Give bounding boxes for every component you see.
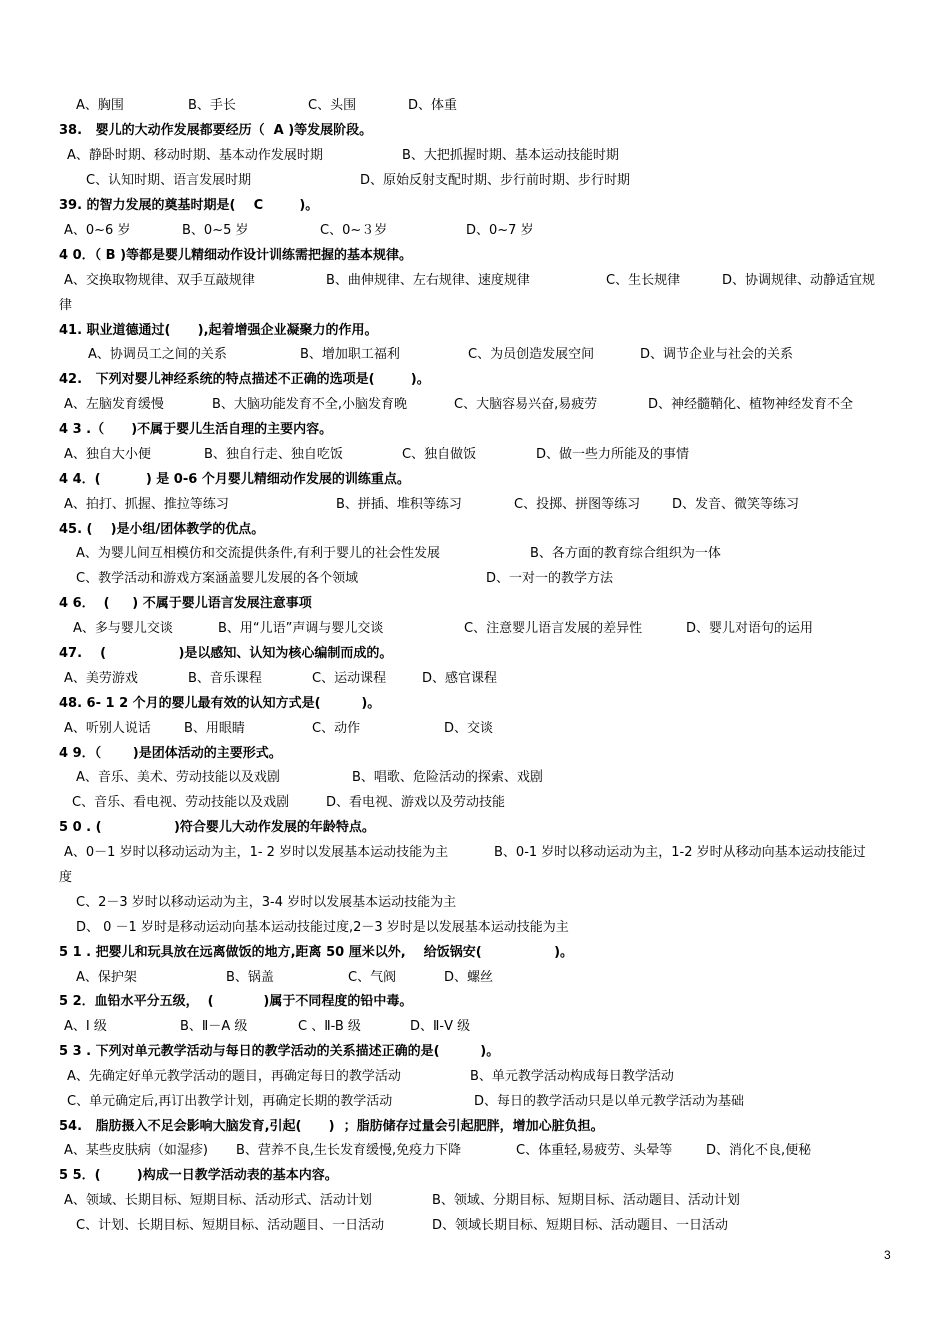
- option-text: A、交换取物规律、双手互敲规律: [64, 273, 255, 288]
- option-text: A、为婴儿间互相模仿和交流提供条件,有利于婴儿的社会性发展: [76, 546, 441, 561]
- option-text: A、听别人说话: [64, 721, 151, 736]
- option-text: C、为员创造发展空间: [468, 347, 595, 362]
- option-text: A、拍打、抓握、推拉等练习: [64, 497, 229, 512]
- question-text: 47. ( )是以感知、认知为核心编制而成的。: [59, 646, 393, 661]
- question-text: 4 9．（ )是团体活动的主要形式。: [59, 746, 282, 761]
- question-text: 42. 下列对婴儿神经系统的特点描述不正确的选项是( )。: [59, 372, 430, 387]
- option-text: A、0－1 岁时以移动运动为主，1- 2 岁时以发展基本运动技能为主: [64, 845, 449, 860]
- option-text: B、拼插、堆积等练习: [336, 497, 462, 512]
- option-text: D、感官课程: [422, 671, 498, 686]
- option-text: B、单元教学活动构成每日教学活动: [470, 1069, 674, 1084]
- option-text: C、运动课程: [312, 671, 387, 686]
- option-text: D、螺丝: [444, 970, 494, 985]
- option-text: A、美劳游戏: [64, 671, 138, 686]
- option-text: C 、Ⅱ-B 级: [298, 1019, 361, 1034]
- option-text: A、先确定好单元教学活动的题目，再确定每日的教学活动: [67, 1069, 401, 1084]
- option-text: B、音乐课程: [188, 671, 262, 686]
- option-text: A、领域、长期目标、短期目标、活动形式、活动计划: [64, 1193, 372, 1208]
- option-text: D、协调规律、动静适宜规: [722, 273, 876, 288]
- option-text: A、某些皮肤病（如湿疹): [64, 1143, 208, 1158]
- option-text: C、注意婴儿语言发展的差异性: [464, 621, 643, 636]
- question-text: 5 2．血铅水平分五级， ( )属于不同程度的铅中毒。: [59, 994, 413, 1009]
- question-text: 5 0 . ( )符合婴儿大动作发展的年龄特点。: [59, 820, 375, 835]
- option-text: A、左脑发育缓慢: [64, 397, 164, 412]
- option-text: D、婴儿对语句的运用: [686, 621, 814, 636]
- option-text: C、0~３岁: [320, 223, 388, 238]
- option-text: C、体重轻,易疲劳、头晕等: [516, 1143, 673, 1158]
- option-text: D、做一些力所能及的事情: [536, 447, 690, 462]
- option-text: B、唱歌、危险活动的探索、戏剧: [352, 770, 543, 785]
- option-text: B、领域、分期目标、短期目标、活动题目、活动计划: [432, 1193, 740, 1208]
- option-text: A、I 级: [64, 1019, 107, 1034]
- question-text: 41. 职业道德通过( ),起着增强企业凝聚力的作用。: [59, 323, 378, 338]
- option-text: A、音乐、美术、劳动技能以及戏剧: [76, 770, 280, 785]
- question-text: 54. 脂肪摄入不足会影响大脑发育,引起( ) ；脂肪储存过量会引起肥胖，增加心脏负担。: [59, 1119, 604, 1134]
- option-text: D、交谈: [444, 721, 494, 736]
- question-text: 4 3 .（ )不属于婴儿生活自理的主要内容。: [59, 422, 333, 437]
- option-text: D、领域长期目标、短期目标、活动题目、一日活动: [432, 1218, 729, 1233]
- page-number: 3: [884, 1248, 891, 1262]
- option-text: C、认知时期、语言发展时期: [86, 173, 252, 188]
- option-text: B、曲伸规律、左右规律、速度规律: [326, 273, 530, 288]
- option-text: C、动作: [312, 721, 361, 736]
- option-text: C、音乐、看电视、劳动技能以及戏剧: [72, 795, 290, 810]
- option-text: B、锅盖: [226, 970, 274, 985]
- option-text: C、大脑容易兴奋,易疲劳: [454, 397, 598, 412]
- option-text: A、独自大小便: [64, 447, 151, 462]
- option-text: B、独自行走、独自吃饭: [204, 447, 343, 462]
- option-text: D、一对一的教学方法: [486, 571, 614, 586]
- option-text: D、神经髓鞘化、植物神经发育不全: [648, 397, 854, 412]
- option-text: 度: [59, 870, 73, 885]
- option-text: D、原始反射支配时期、步行前时期、步行时期: [360, 173, 631, 188]
- option-text: D、看电视、游戏以及劳动技能: [326, 795, 506, 810]
- option-text: B、营养不良,生长发育缓慢,免疫力下降: [236, 1143, 462, 1158]
- option-text: B、手长: [188, 98, 236, 113]
- option-text: D、消化不良,便秘: [706, 1143, 812, 1158]
- option-text: B、用“儿语”声调与婴儿交谈: [218, 621, 384, 636]
- option-text: C、计划、长期目标、短期目标、活动题目、一日活动: [76, 1218, 385, 1233]
- option-text: D、每日的教学活动只是以单元教学活动为基础: [474, 1094, 745, 1109]
- option-text: 律: [59, 298, 73, 313]
- option-text: D、调节企业与社会的关系: [640, 347, 794, 362]
- option-text: D、体重: [408, 98, 458, 113]
- option-text: A、0~6 岁: [64, 223, 131, 238]
- option-text: B、大把抓握时期、基本运动技能时期: [402, 148, 619, 163]
- question-text: 5 3 . 下列对单元教学活动与每日的教学活动的关系描述正确的是( )。: [59, 1044, 500, 1059]
- question-text: 39. 的智力发展的奠基时期是( C )。: [59, 198, 319, 213]
- option-text: C、2－3 岁时以移动运动为主，3-4 岁时以发展基本运动技能为主: [76, 895, 457, 910]
- question-text: 5 1 . 把婴儿和玩具放在远离做饭的地方,距离 50 厘米以外, 给饭锅安( )。: [59, 945, 574, 960]
- question-text: 4 4．( ) 是 0-6 个月婴儿精细动作发展的训练重点。: [59, 472, 410, 487]
- option-text: B、0~5 岁: [182, 223, 249, 238]
- question-text: 4 0．（ B )等都是婴儿精细动作设计训练需把握的基本规律。: [59, 248, 413, 263]
- option-text: C、气阀: [348, 970, 397, 985]
- option-text: D、发音、微笑等练习: [672, 497, 800, 512]
- option-text: B、0-1 岁时以移动运动为主，1-2 岁时从移动向基本运动技能过: [494, 845, 866, 860]
- option-text: C、生长规律: [606, 273, 681, 288]
- option-text: C、单元确定后,再订出教学计划，再确定长期的教学活动: [67, 1094, 393, 1109]
- option-text: B、Ⅱ－A 级: [180, 1019, 248, 1034]
- option-text: B、各方面的教育综合组织为一体: [530, 546, 721, 561]
- option-text: A、多与婴儿交谈: [73, 621, 173, 636]
- question-text: 4 6． ( ) 不属于婴儿语言发展注意事项: [59, 596, 312, 611]
- option-text: A、静卧时期、移动时期、基本动作发展时期: [67, 148, 323, 163]
- question-text: 5 5．( )构成一日教学活动表的基本内容。: [59, 1168, 338, 1183]
- option-text: D、 0 －1 岁时是移动运动向基本运动技能过度,2－3 岁时是以发展基本运动技能为主: [76, 920, 569, 935]
- option-text: C、教学活动和游戏方案涵盖婴儿发展的各个领域: [76, 571, 359, 586]
- option-text: C、头围: [308, 98, 357, 113]
- option-text: D、Ⅱ-Ⅴ 级: [410, 1019, 471, 1034]
- option-text: A、保护架: [76, 970, 137, 985]
- option-text: B、大脑功能发育不全,小脑发育晚: [212, 397, 408, 412]
- question-text: 38. 婴儿的大动作发展都要经历（ A )等发展阶段。: [59, 123, 373, 138]
- question-text: 45. ( )是小组/团体教学的优点。: [59, 522, 265, 537]
- option-text: B、增加职工福利: [300, 347, 400, 362]
- option-text: C、独自做饭: [402, 447, 477, 462]
- question-text: 48. 6- 1 2 个月的婴儿最有效的认知方式是( )。: [59, 696, 381, 711]
- option-text: D、0~7 岁: [466, 223, 534, 238]
- option-text: B、用眼睛: [184, 721, 245, 736]
- option-text: A、协调员工之间的关系: [88, 347, 227, 362]
- option-text: C、投掷、拼图等练习: [514, 497, 641, 512]
- option-text: A、胸围: [76, 98, 124, 113]
